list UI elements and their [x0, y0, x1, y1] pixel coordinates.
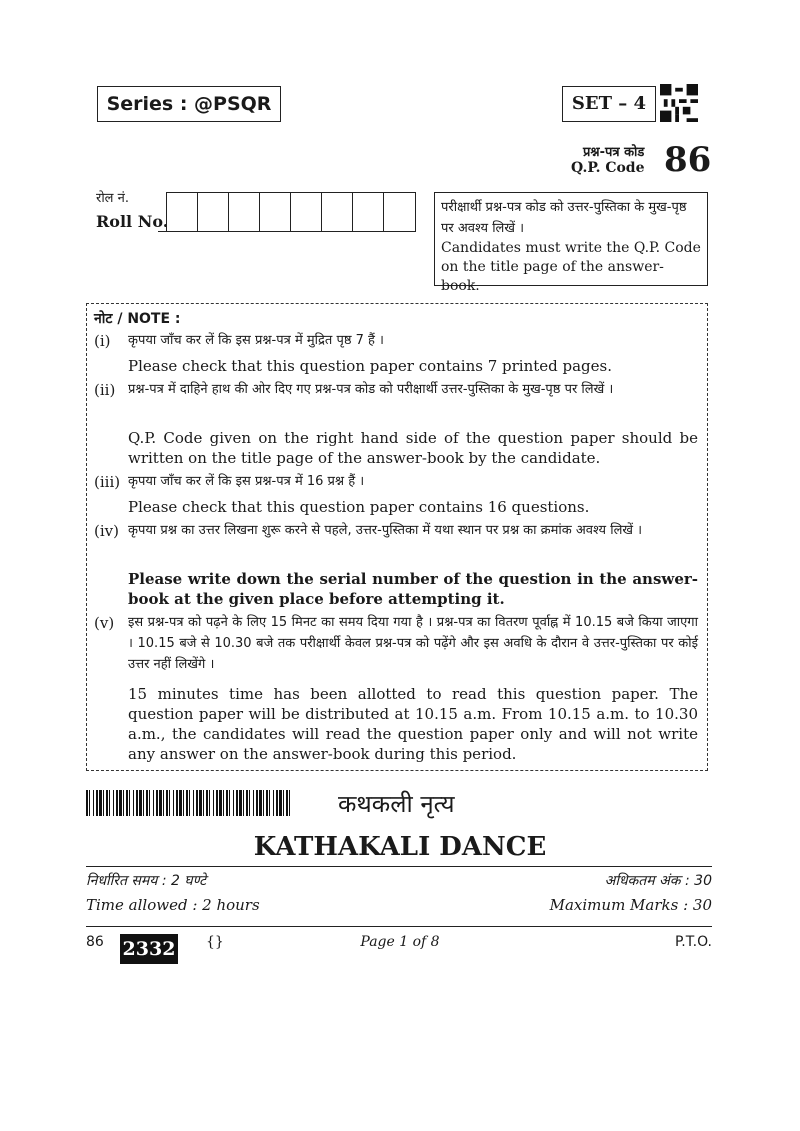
- instruction-english: Candidates must write the Q.P. Code on the title page of the answer-book.: [441, 240, 701, 294]
- roll-digit-box[interactable]: [291, 193, 322, 231]
- qp-instruction-box: [434, 192, 708, 294]
- note-hindi: कृपया प्रश्न का उत्तर लिखना शुरू करने से पहले, उत्तर-पुस्तिका में यथा स्थान पर प्रश्न का क्रमांक अवश्य लिखें ।: [128, 523, 643, 538]
- note-english: Please write down the serial number of the question in the answer-book at the given place before attempting it.: [128, 570, 698, 608]
- max-marks: Maximum Marks : 30: [549, 896, 712, 914]
- roll-digit-box[interactable]: [167, 193, 198, 231]
- page-number: Page 1 of 8: [360, 934, 440, 950]
- note-hindi: कृपया जाँच कर लें कि इस प्रश्न-पत्र में मुद्रित पृष्ठ 7 हैं ।: [128, 333, 384, 348]
- note-english: 15 minutes time has been allotted to read this question paper. The question paper will be distributed at 10.15 a.m. From 10.15 a.m. to 10.30 a.m., the candidates will read the question paper only and will not write any answer on the answer-book during this period.: [128, 685, 698, 763]
- roll-digit-box[interactable]: [384, 193, 415, 231]
- note-number: (ii): [94, 381, 116, 399]
- subject-title-hindi: कथकली नृत्य: [338, 790, 455, 818]
- roll-digit-box[interactable]: [322, 193, 353, 231]
- paper-code-badge: 2332: [120, 934, 178, 964]
- qr-code-icon: [660, 84, 698, 122]
- note-english: Q.P. Code given on the right hand side of the question paper should be written on the title page of the answer-book by the candidate.: [128, 429, 698, 467]
- qp-code-label-hindi: प्रश्न-पत्र कोड: [583, 145, 645, 160]
- set-label: SET – 4: [562, 86, 656, 122]
- time-allowed-hindi: निर्धारित समय : 2 घण्टे: [86, 873, 207, 889]
- pto-label: P.T.O.: [675, 934, 712, 950]
- instruction-hindi: परीक्षार्थी प्रश्न-पत्र कोड को उत्तर-पुस्तिका के मुख-पृष्ठ पर अवश्य लिखें ।: [441, 200, 687, 236]
- roll-digit-box[interactable]: [229, 193, 260, 231]
- qp-code-number: 86: [664, 140, 712, 180]
- roll-digit-box[interactable]: [198, 193, 229, 231]
- roll-label-hindi: रोल नं.: [96, 191, 129, 206]
- note-number: (iv): [94, 522, 119, 540]
- roll-label: Roll No.: [96, 212, 169, 231]
- footer-braces: {}: [206, 934, 224, 950]
- note-number: (v): [94, 614, 115, 632]
- note-hindi: प्रश्न-पत्र में दाहिने हाथ की ओर दिए गए प्रश्न-पत्र कोड को परीक्षार्थी उत्तर-पुस्तिका के मुख-पृष्ठ पर लिखें ।: [128, 382, 614, 397]
- footer-qp-code: 86: [86, 934, 104, 950]
- max-marks-hindi: अधिकतम अंक : 30: [604, 873, 712, 889]
- divider: [86, 926, 712, 927]
- note-english: Please check that this question paper contains 7 printed pages.: [128, 357, 613, 375]
- roll-digit-box[interactable]: [260, 193, 291, 231]
- series-label: Series : @PSQR: [97, 86, 281, 122]
- qp-code-label: Q.P. Code: [571, 160, 645, 176]
- note-number: (i): [94, 332, 111, 350]
- note-hindi: कृपया जाँच कर लें कि इस प्रश्न-पत्र में 16 प्रश्न हैं ।: [128, 474, 365, 489]
- barcode-icon: [86, 790, 292, 816]
- note-hindi: इस प्रश्न-पत्र को पढ़ने के लिए 15 मिनट का समय दिया गया है । प्रश्न-पत्र का वितरण पूर्वाह्न में 10.15 बजे किया जाएगा । 10.15 बजे से 10.30 बजे तक परीक्षार्थी केवल प्रश्न-पत्र को पढ़ेंगे और इस अवधि के दौरान वे उत्तर-पुस्तिका पर कोई उत्तर नहीं लिखेंगे ।: [128, 615, 698, 672]
- subject-title: KATHAKALI DANCE: [253, 832, 547, 862]
- roll-digit-box[interactable]: [353, 193, 384, 231]
- note-number: (iii): [94, 473, 121, 491]
- divider: [86, 866, 712, 867]
- notes-title: नोट / NOTE :: [94, 311, 181, 327]
- time-allowed: Time allowed : 2 hours: [86, 896, 260, 914]
- roll-number-boxes[interactable]: [166, 192, 416, 232]
- note-english: Please check that this question paper contains 16 questions.: [128, 498, 590, 516]
